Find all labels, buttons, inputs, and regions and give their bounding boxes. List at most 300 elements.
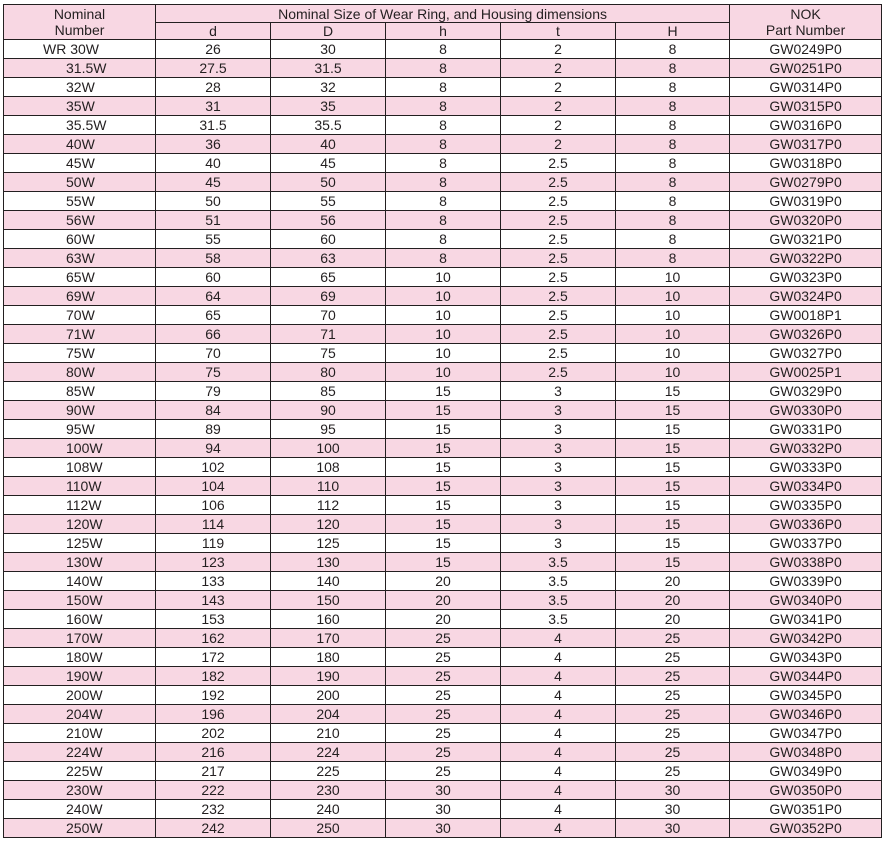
table-row <box>4 59 882 78</box>
nominal-number-cell: 32W <box>4 78 156 97</box>
nominal-number-cell: 75W <box>4 344 156 363</box>
nominal-number-cell: 69W <box>4 287 156 306</box>
table-row <box>4 629 882 648</box>
D-cell: 250 <box>271 819 386 838</box>
part-number-cell: GW0341P0 <box>730 610 882 629</box>
h-cell: 8 <box>386 40 501 59</box>
h-cell: 25 <box>386 705 501 724</box>
t-cell: 4 <box>501 705 616 724</box>
nominal-number-cell: 140W <box>4 572 156 591</box>
nominal-number-cell: 170W <box>4 629 156 648</box>
d-cell: 123 <box>156 553 271 572</box>
h-cell: 20 <box>386 591 501 610</box>
h-cell: 8 <box>386 249 501 268</box>
table-row <box>4 40 882 59</box>
h-cell: 30 <box>386 800 501 819</box>
d-cell: 232 <box>156 800 271 819</box>
h-cell: 20 <box>386 572 501 591</box>
table-row <box>4 382 882 401</box>
t-cell: 2.5 <box>501 230 616 249</box>
column-header-h: h <box>386 23 501 40</box>
table-row <box>4 781 882 800</box>
nominal-number-cell: 63W <box>4 249 156 268</box>
table-row <box>4 800 882 819</box>
H-cell: 15 <box>616 401 730 420</box>
H-cell: 30 <box>616 800 730 819</box>
column-header-d: d <box>156 23 271 40</box>
part-number-cell: GW0338P0 <box>730 553 882 572</box>
table-row <box>4 135 882 154</box>
nominal-number-cell: 85W <box>4 382 156 401</box>
table-row <box>4 268 882 287</box>
table-row <box>4 173 882 192</box>
h-cell: 15 <box>386 477 501 496</box>
d-cell: 40 <box>156 154 271 173</box>
table-row <box>4 344 882 363</box>
D-cell: 200 <box>271 686 386 705</box>
d-cell: 102 <box>156 458 271 477</box>
d-cell: 31.5 <box>156 116 271 135</box>
D-cell: 85 <box>271 382 386 401</box>
table-row <box>4 116 882 135</box>
D-cell: 180 <box>271 648 386 667</box>
part-number-cell: GW0025P1 <box>730 363 882 382</box>
D-cell: 110 <box>271 477 386 496</box>
D-cell: 75 <box>271 344 386 363</box>
h-cell: 25 <box>386 629 501 648</box>
d-cell: 182 <box>156 667 271 686</box>
t-cell: 3 <box>501 515 616 534</box>
h-cell: 10 <box>386 325 501 344</box>
H-cell: 25 <box>616 648 730 667</box>
nominal-number-cell: 65W <box>4 268 156 287</box>
part-number-cell: GW0323P0 <box>730 268 882 287</box>
D-cell: 90 <box>271 401 386 420</box>
D-cell: 140 <box>271 572 386 591</box>
H-cell: 8 <box>616 173 730 192</box>
h-cell: 15 <box>386 439 501 458</box>
h-cell: 8 <box>386 78 501 97</box>
part-number-cell: GW0249P0 <box>730 40 882 59</box>
d-cell: 64 <box>156 287 271 306</box>
t-cell: 2 <box>501 135 616 154</box>
t-cell: 3.5 <box>501 553 616 572</box>
t-cell: 2.5 <box>501 306 616 325</box>
d-cell: 106 <box>156 496 271 515</box>
D-cell: 160 <box>271 610 386 629</box>
h-cell: 8 <box>386 97 501 116</box>
H-cell: 20 <box>616 610 730 629</box>
part-number-cell: GW0337P0 <box>730 534 882 553</box>
H-cell: 15 <box>616 515 730 534</box>
t-cell: 2 <box>501 116 616 135</box>
h-cell: 25 <box>386 667 501 686</box>
d-cell: 202 <box>156 724 271 743</box>
nominal-number-cell: 130W <box>4 553 156 572</box>
t-cell: 4 <box>501 724 616 743</box>
D-cell: 225 <box>271 762 386 781</box>
part-number-cell: GW0343P0 <box>730 648 882 667</box>
t-cell: 3.5 <box>501 591 616 610</box>
part-number-cell: GW0331P0 <box>730 420 882 439</box>
d-cell: 94 <box>156 439 271 458</box>
t-cell: 4 <box>501 743 616 762</box>
nominal-number-cell: 225W <box>4 762 156 781</box>
part-number-cell: GW0333P0 <box>730 458 882 477</box>
t-cell: 2.5 <box>501 211 616 230</box>
H-cell: 25 <box>616 686 730 705</box>
nominal-number-cell: 160W <box>4 610 156 629</box>
d-cell: 133 <box>156 572 271 591</box>
D-cell: 35 <box>271 97 386 116</box>
part-number-cell: GW0329P0 <box>730 382 882 401</box>
D-cell: 210 <box>271 724 386 743</box>
part-number-cell: GW0326P0 <box>730 325 882 344</box>
H-cell: 15 <box>616 458 730 477</box>
H-cell: 25 <box>616 629 730 648</box>
t-cell: 3 <box>501 534 616 553</box>
part-number-cell: GW0349P0 <box>730 762 882 781</box>
table-row <box>4 648 882 667</box>
table-row <box>4 477 882 496</box>
h-cell: 8 <box>386 59 501 78</box>
t-cell: 2.5 <box>501 249 616 268</box>
D-cell: 32 <box>271 78 386 97</box>
d-cell: 114 <box>156 515 271 534</box>
t-cell: 4 <box>501 629 616 648</box>
D-cell: 69 <box>271 287 386 306</box>
H-cell: 20 <box>616 591 730 610</box>
h-cell: 10 <box>386 306 501 325</box>
part-number-cell: GW0351P0 <box>730 800 882 819</box>
h-cell: 20 <box>386 610 501 629</box>
t-cell: 3 <box>501 477 616 496</box>
nominal-number-cell: 31.5W <box>4 59 156 78</box>
H-cell: 8 <box>616 135 730 154</box>
H-cell: 10 <box>616 363 730 382</box>
table-body <box>4 40 882 838</box>
d-cell: 196 <box>156 705 271 724</box>
nominal-number-cell: 180W <box>4 648 156 667</box>
h-cell: 8 <box>386 116 501 135</box>
h-cell: 15 <box>386 458 501 477</box>
wear-ring-dimension-table <box>3 4 882 838</box>
d-cell: 65 <box>156 306 271 325</box>
H-cell: 10 <box>616 287 730 306</box>
D-cell: 120 <box>271 515 386 534</box>
nominal-number-cell: WR 30W <box>4 40 156 59</box>
column-header-D: D <box>271 23 386 40</box>
part-number-cell: GW0347P0 <box>730 724 882 743</box>
table-row <box>4 211 882 230</box>
H-cell: 30 <box>616 781 730 800</box>
d-cell: 50 <box>156 192 271 211</box>
part-number-cell: GW0322P0 <box>730 249 882 268</box>
H-cell: 15 <box>616 534 730 553</box>
H-cell: 15 <box>616 496 730 515</box>
t-cell: 2 <box>501 40 616 59</box>
H-cell: 8 <box>616 40 730 59</box>
d-cell: 79 <box>156 382 271 401</box>
H-cell: 10 <box>616 344 730 363</box>
table-row <box>4 420 882 439</box>
H-cell: 15 <box>616 420 730 439</box>
d-cell: 31 <box>156 97 271 116</box>
H-cell: 8 <box>616 154 730 173</box>
table-row <box>4 287 882 306</box>
t-cell: 3 <box>501 496 616 515</box>
part-number-cell: GW0316P0 <box>730 116 882 135</box>
part-number-cell: GW0319P0 <box>730 192 882 211</box>
D-cell: 204 <box>271 705 386 724</box>
t-cell: 2 <box>501 59 616 78</box>
nominal-number-cell: 250W <box>4 819 156 838</box>
t-cell: 2.5 <box>501 287 616 306</box>
h-cell: 8 <box>386 230 501 249</box>
t-cell: 4 <box>501 648 616 667</box>
t-cell: 2.5 <box>501 325 616 344</box>
nominal-number-cell: 150W <box>4 591 156 610</box>
part-number-cell: GW0339P0 <box>730 572 882 591</box>
H-cell: 15 <box>616 553 730 572</box>
nominal-number-cell: 55W <box>4 192 156 211</box>
d-cell: 70 <box>156 344 271 363</box>
t-cell: 4 <box>501 800 616 819</box>
d-cell: 162 <box>156 629 271 648</box>
H-cell: 10 <box>616 325 730 344</box>
part-number-cell: GW0334P0 <box>730 477 882 496</box>
part-number-cell: GW0318P0 <box>730 154 882 173</box>
nominal-number-cell: 204W <box>4 705 156 724</box>
H-cell: 15 <box>616 382 730 401</box>
d-cell: 55 <box>156 230 271 249</box>
h-cell: 8 <box>386 211 501 230</box>
h-cell: 8 <box>386 154 501 173</box>
table-row <box>4 819 882 838</box>
part-number-cell: GW0317P0 <box>730 135 882 154</box>
h-cell: 15 <box>386 515 501 534</box>
table-row <box>4 762 882 781</box>
part-number-cell: GW0340P0 <box>730 591 882 610</box>
H-cell: 8 <box>616 211 730 230</box>
part-number-cell: GW0279P0 <box>730 173 882 192</box>
table-row <box>4 667 882 686</box>
d-cell: 119 <box>156 534 271 553</box>
table-row <box>4 572 882 591</box>
nominal-number-cell: 71W <box>4 325 156 344</box>
nominal-number-cell: 125W <box>4 534 156 553</box>
h-cell: 15 <box>386 534 501 553</box>
nominal-number-cell: 190W <box>4 667 156 686</box>
d-cell: 28 <box>156 78 271 97</box>
d-cell: 45 <box>156 173 271 192</box>
part-number-cell: GW0350P0 <box>730 781 882 800</box>
H-cell: 15 <box>616 477 730 496</box>
t-cell: 3 <box>501 439 616 458</box>
d-cell: 143 <box>156 591 271 610</box>
table-row <box>4 78 882 97</box>
table-row <box>4 515 882 534</box>
t-cell: 4 <box>501 781 616 800</box>
d-cell: 104 <box>156 477 271 496</box>
nominal-number-header: Nominal Number <box>4 5 156 40</box>
H-cell: 8 <box>616 116 730 135</box>
nominal-number-cell: 90W <box>4 401 156 420</box>
H-cell: 25 <box>616 762 730 781</box>
h-cell: 25 <box>386 686 501 705</box>
H-cell: 25 <box>616 667 730 686</box>
t-cell: 3 <box>501 458 616 477</box>
table-row <box>4 610 882 629</box>
nominal-number-cell: 240W <box>4 800 156 819</box>
D-cell: 240 <box>271 800 386 819</box>
d-cell: 222 <box>156 781 271 800</box>
d-cell: 27.5 <box>156 59 271 78</box>
nominal-number-cell: 200W <box>4 686 156 705</box>
h-cell: 8 <box>386 192 501 211</box>
D-cell: 56 <box>271 211 386 230</box>
part-number-cell: GW0321P0 <box>730 230 882 249</box>
H-cell: 20 <box>616 572 730 591</box>
table-row <box>4 249 882 268</box>
D-cell: 224 <box>271 743 386 762</box>
nominal-number-cell: 50W <box>4 173 156 192</box>
t-cell: 4 <box>501 686 616 705</box>
part-number-cell: GW0335P0 <box>730 496 882 515</box>
h-cell: 8 <box>386 173 501 192</box>
D-cell: 60 <box>271 230 386 249</box>
D-cell: 50 <box>271 173 386 192</box>
table-row <box>4 401 882 420</box>
d-cell: 36 <box>156 135 271 154</box>
H-cell: 8 <box>616 78 730 97</box>
D-cell: 125 <box>271 534 386 553</box>
nominal-number-cell: 112W <box>4 496 156 515</box>
table-row <box>4 591 882 610</box>
table-row <box>4 496 882 515</box>
part-number-cell: GW0342P0 <box>730 629 882 648</box>
d-cell: 153 <box>156 610 271 629</box>
h-cell: 15 <box>386 382 501 401</box>
part-number-cell: GW0018P1 <box>730 306 882 325</box>
d-cell: 51 <box>156 211 271 230</box>
D-cell: 71 <box>271 325 386 344</box>
part-number-cell: GW0336P0 <box>730 515 882 534</box>
d-cell: 89 <box>156 420 271 439</box>
h-cell: 25 <box>386 762 501 781</box>
part-number-cell: GW0327P0 <box>730 344 882 363</box>
D-cell: 108 <box>271 458 386 477</box>
H-cell: 25 <box>616 743 730 762</box>
table-row <box>4 325 882 344</box>
d-cell: 66 <box>156 325 271 344</box>
D-cell: 45 <box>271 154 386 173</box>
table-row <box>4 686 882 705</box>
D-cell: 35.5 <box>271 116 386 135</box>
h-cell: 30 <box>386 781 501 800</box>
part-number-cell: GW0344P0 <box>730 667 882 686</box>
D-cell: 130 <box>271 553 386 572</box>
h-cell: 25 <box>386 648 501 667</box>
part-number-cell: GW0332P0 <box>730 439 882 458</box>
column-header-H: H <box>616 23 730 40</box>
D-cell: 40 <box>271 135 386 154</box>
H-cell: 8 <box>616 249 730 268</box>
d-cell: 216 <box>156 743 271 762</box>
nominal-number-cell: 100W <box>4 439 156 458</box>
nominal-number-cell: 70W <box>4 306 156 325</box>
t-cell: 3 <box>501 401 616 420</box>
t-cell: 2.5 <box>501 268 616 287</box>
t-cell: 3.5 <box>501 610 616 629</box>
h-cell: 15 <box>386 401 501 420</box>
d-cell: 26 <box>156 40 271 59</box>
nominal-number-cell: 110W <box>4 477 156 496</box>
H-cell: 15 <box>616 439 730 458</box>
nominal-number-cell: 230W <box>4 781 156 800</box>
D-cell: 95 <box>271 420 386 439</box>
d-cell: 60 <box>156 268 271 287</box>
nominal-number-cell: 210W <box>4 724 156 743</box>
part-number-cell: GW0251P0 <box>730 59 882 78</box>
table-row <box>4 363 882 382</box>
d-cell: 75 <box>156 363 271 382</box>
table-row <box>4 192 882 211</box>
table-header <box>4 5 882 40</box>
D-cell: 70 <box>271 306 386 325</box>
D-cell: 30 <box>271 40 386 59</box>
dimensions-group-header: Nominal Size of Wear Ring, and Housing dimensions <box>156 5 730 23</box>
h-cell: 10 <box>386 363 501 382</box>
D-cell: 63 <box>271 249 386 268</box>
part-number-cell: GW0320P0 <box>730 211 882 230</box>
D-cell: 100 <box>271 439 386 458</box>
part-number-cell: GW0314P0 <box>730 78 882 97</box>
H-cell: 10 <box>616 306 730 325</box>
t-cell: 4 <box>501 762 616 781</box>
table-row <box>4 439 882 458</box>
H-cell: 8 <box>616 97 730 116</box>
t-cell: 2.5 <box>501 363 616 382</box>
t-cell: 3 <box>501 382 616 401</box>
H-cell: 25 <box>616 724 730 743</box>
table-row <box>4 230 882 249</box>
part-number-cell: GW0324P0 <box>730 287 882 306</box>
nominal-number-cell: 56W <box>4 211 156 230</box>
d-cell: 242 <box>156 819 271 838</box>
D-cell: 170 <box>271 629 386 648</box>
t-cell: 2.5 <box>501 344 616 363</box>
D-cell: 112 <box>271 496 386 515</box>
h-cell: 10 <box>386 287 501 306</box>
column-header-t: t <box>501 23 616 40</box>
table-row <box>4 154 882 173</box>
nominal-number-cell: 40W <box>4 135 156 154</box>
h-cell: 15 <box>386 420 501 439</box>
nominal-number-cell: 95W <box>4 420 156 439</box>
part-number-cell: GW0330P0 <box>730 401 882 420</box>
t-cell: 2 <box>501 97 616 116</box>
D-cell: 230 <box>271 781 386 800</box>
table-row <box>4 458 882 477</box>
t-cell: 2.5 <box>501 173 616 192</box>
table-row <box>4 97 882 116</box>
H-cell: 25 <box>616 705 730 724</box>
nominal-number-cell: 108W <box>4 458 156 477</box>
h-cell: 30 <box>386 819 501 838</box>
part-number-cell: GW0345P0 <box>730 686 882 705</box>
h-cell: 15 <box>386 496 501 515</box>
